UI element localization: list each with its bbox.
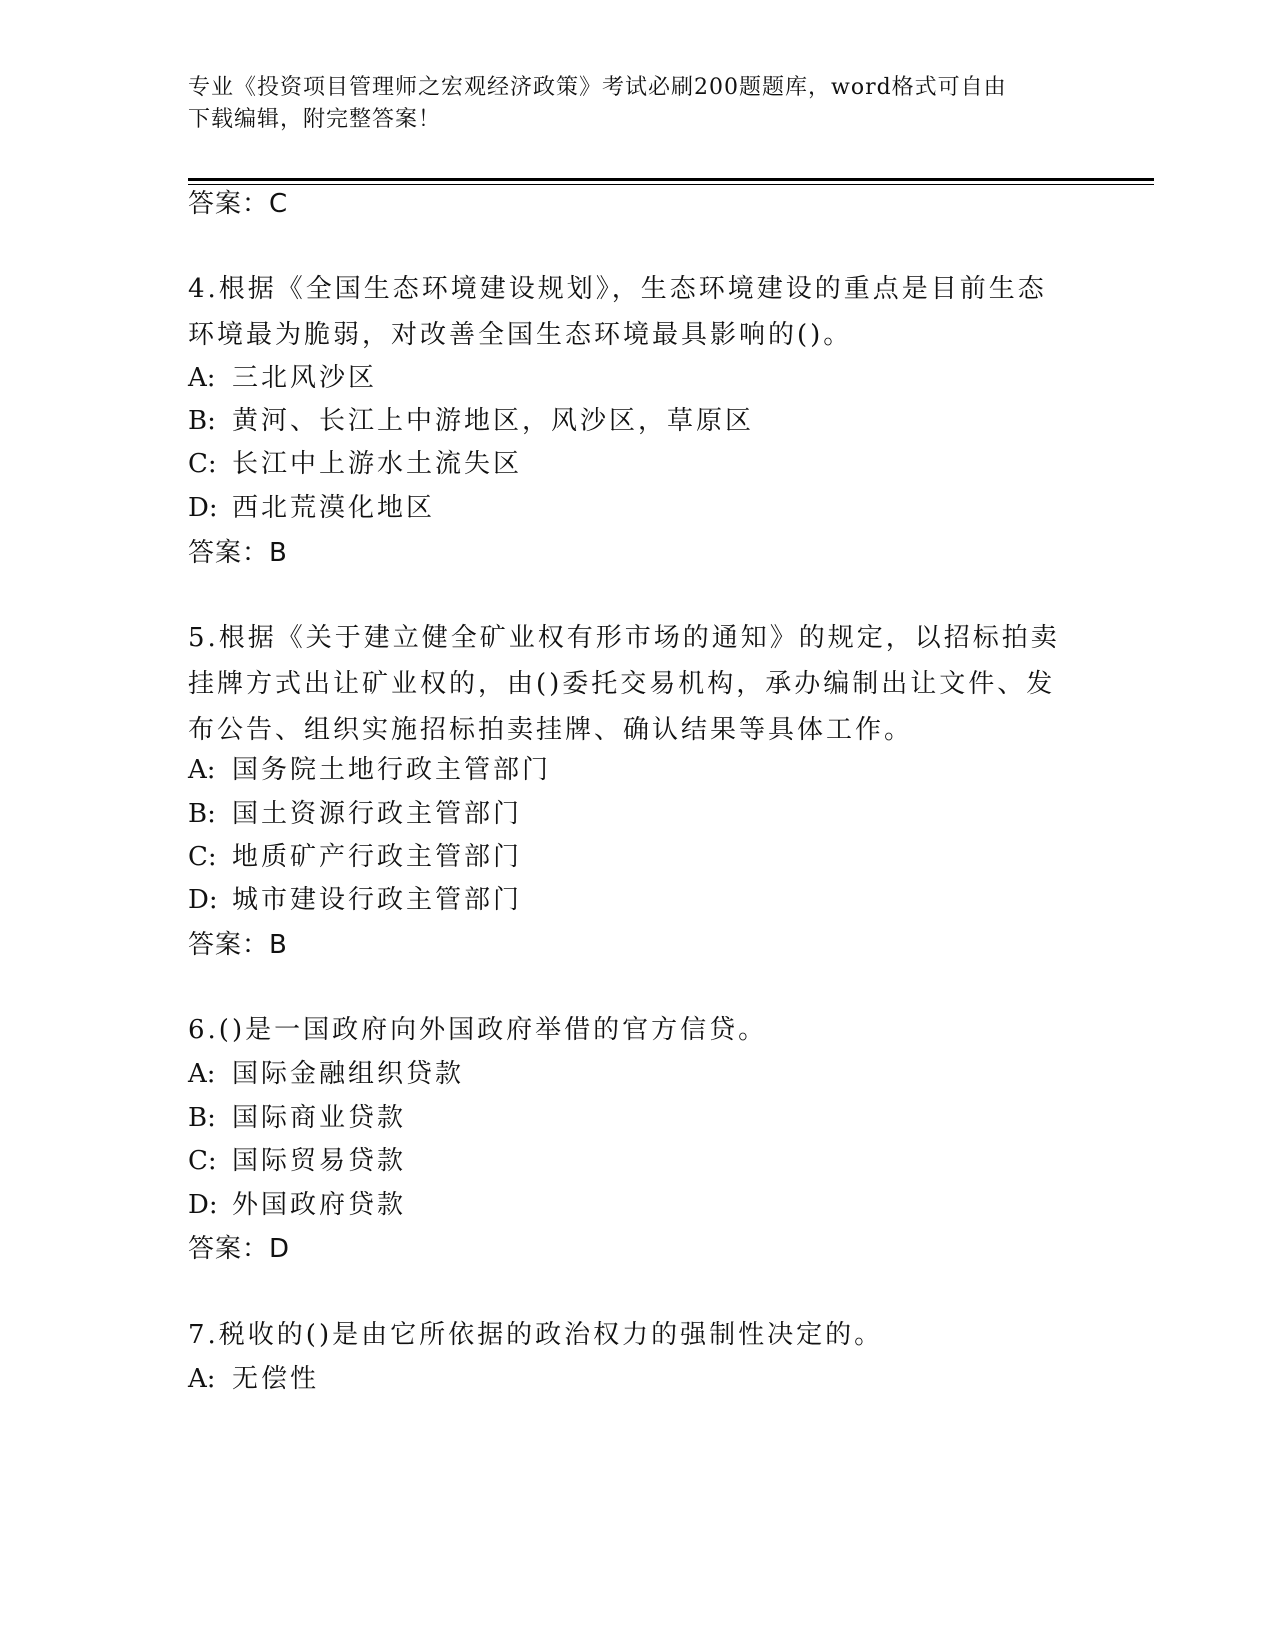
option-letter: A:	[188, 1364, 216, 1394]
question-5-option-d	[188, 884, 522, 916]
option-letter: D:	[188, 1190, 218, 1220]
answer-previous: 答案：C	[188, 189, 289, 219]
question-6-option-d	[188, 1189, 406, 1221]
question-line: 5.根据《关于建立健全矿业权有形市场的通知》的规定，以招标拍卖	[188, 623, 1060, 653]
question-4	[188, 266, 1078, 358]
header-divider-thin	[188, 184, 1154, 185]
question-6-option-b	[188, 1102, 406, 1134]
option-letter: A:	[188, 363, 216, 393]
option-text: 城市建设行政主管部门	[232, 885, 523, 915]
question-5-option-a	[188, 754, 551, 786]
header-line-1: 专业《投资项目管理师之宏观经济政策》考试必刷200题题库，word格式可自由	[188, 75, 1007, 100]
option-text: 三北风沙区	[232, 363, 378, 393]
question-line: 7.税收的()是由它所依据的政治权力的强制性决定的。	[188, 1320, 884, 1350]
question-line: 4.根据《全国生态环境建设规划》，生态环境建设的重点是目前生态	[188, 274, 1047, 304]
option-text: 国际商业贷款	[232, 1103, 407, 1133]
option-text: 国务院土地行政主管部门	[232, 755, 552, 785]
option-letter: C:	[188, 842, 217, 872]
question-line: 挂牌方式出让矿业权的，由()委托交易机构，承办编制出让文件、发	[188, 669, 1056, 699]
option-text: 无偿性	[232, 1364, 320, 1394]
document-header	[188, 72, 1068, 136]
option-letter: C:	[188, 449, 217, 479]
question-7-option-a	[188, 1363, 319, 1395]
option-letter: B:	[188, 799, 216, 829]
header-line-2: 下载编辑，附完整答案！	[188, 107, 442, 132]
question-line: 6.()是一国政府向外国政府举借的官方信贷。	[188, 1015, 768, 1045]
question-6-option-a	[188, 1058, 464, 1090]
option-letter: A:	[188, 755, 216, 785]
question-4-option-c	[188, 448, 522, 480]
question-5-option-c	[188, 841, 522, 873]
option-text: 国际贸易贷款	[232, 1146, 407, 1176]
option-letter: A:	[188, 1059, 216, 1089]
option-text: 黄河、长江上中游地区，风沙区，草原区	[232, 406, 755, 436]
question-4-option-b	[188, 405, 754, 437]
question-4-option-a	[188, 362, 377, 394]
question-5-option-b	[188, 798, 522, 830]
option-text: 西北荒漠化地区	[232, 493, 436, 523]
question-6	[188, 1007, 1078, 1053]
question-7	[188, 1312, 1078, 1358]
question-line: 布公告、组织实施招标拍卖挂牌、确认结果等具体工作。	[188, 715, 914, 745]
option-letter: B:	[188, 406, 216, 436]
option-text: 外国政府贷款	[232, 1190, 407, 1220]
option-text: 国土资源行政主管部门	[232, 799, 523, 829]
option-text: 长江中上游水土流失区	[232, 449, 523, 479]
question-4-answer: 答案：B	[188, 538, 288, 568]
option-text: 地质矿产行政主管部门	[232, 842, 523, 872]
question-line: 环境最为脆弱，对改善全国生态环境最具影响的()。	[188, 320, 853, 350]
question-5	[188, 615, 1078, 753]
question-5-answer: 答案：B	[188, 930, 288, 960]
question-4-option-d	[188, 492, 435, 524]
question-6-option-c	[188, 1145, 406, 1177]
question-6-answer: 答案：D	[188, 1234, 291, 1264]
option-letter: C:	[188, 1146, 217, 1176]
header-divider-thick	[188, 178, 1154, 181]
option-text: 国际金融组织贷款	[232, 1059, 465, 1089]
option-letter: D:	[188, 885, 218, 915]
option-letter: B:	[188, 1103, 216, 1133]
option-letter: D:	[188, 493, 218, 523]
